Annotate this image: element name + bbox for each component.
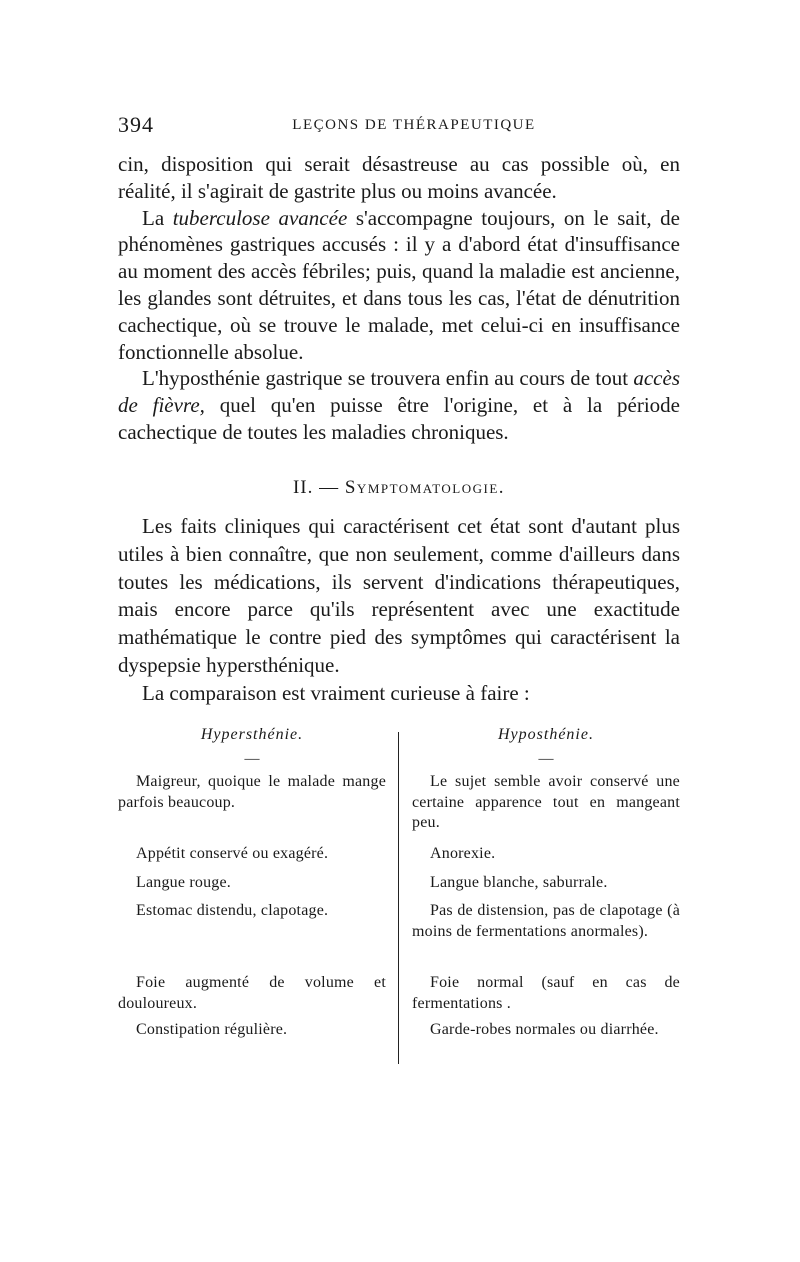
- body-text-bottom: [118, 513, 680, 708]
- column-header-left: Hypersthénie.: [200, 726, 304, 743]
- page-number: 394: [118, 112, 154, 137]
- table-cell-right: Langue blanche, saburrale.: [430, 874, 608, 891]
- column-divider: [398, 732, 399, 1064]
- column-dash-right: —: [538, 751, 554, 767]
- table-cell-left: Constipation régulière.: [136, 1021, 288, 1038]
- running-head: LEÇONS DE THÉRAPEUTIQUE: [292, 117, 536, 133]
- column-hyposthenie: [412, 724, 680, 1038]
- table-cell-left: Foie augmenté de volume et douloureux.: [118, 974, 386, 1012]
- paragraph-3-rest: quel qu'en puisse être l'origine, et à la période cachectique de toutes les maladies chroniques.: [118, 393, 680, 444]
- column-header-right: Hyposthénie.: [498, 726, 594, 743]
- comparison-table: [118, 724, 680, 1064]
- paragraph-3: [118, 365, 680, 445]
- table-cell-left: Maigreur, quoique le malade mange parfois beaucoup.: [118, 773, 386, 811]
- table-cell-right: Anorexie.: [430, 845, 496, 862]
- table-cell-right: Le sujet semble avoir conservé une certaine apparence tout en mangeant peu.: [412, 773, 680, 831]
- paragraph-1: cin, disposition qui serait désastreuse au cas possible où, en réalité, il s'agirait de gastrite plus ou moins avancée.: [118, 152, 680, 203]
- column-dash-left: —: [244, 751, 260, 767]
- section-number: II. —: [292, 477, 345, 498]
- body-text-top: [118, 151, 680, 446]
- section-heading: [118, 477, 680, 499]
- table-cell-right: Garde-robes normales ou diarrhée.: [430, 1021, 659, 1038]
- paragraph-2-rest: s'accompagne toujours, on le sait, de phénomènes gastriques accusés : il y a d'abord état d'insuffisance au moment des accès fébriles; puis, quand la maladie est ancienne, les glandes sont détruites, et dans tous les cas, l'état de dénutrition cachectique, où se trouve le malade, met celui-ci en insuffisance fonctionnelle absolue.: [118, 205, 680, 364]
- table-cell-left: Estomac distendu, clapotage.: [136, 902, 329, 919]
- paragraph-2-emphasis: tuberculose avancée: [172, 205, 348, 230]
- page-header: [118, 112, 680, 138]
- table-cell-left: Appétit conservé ou exagéré.: [136, 845, 329, 862]
- paragraph-2: [118, 205, 680, 366]
- paragraph-3-emphasis: accès de fièvre,: [118, 366, 680, 418]
- table-cell-left: Langue rouge.: [136, 874, 232, 891]
- paragraph-2-prefix: La: [142, 205, 173, 230]
- section-title: Symptomatologie.: [344, 477, 506, 498]
- paragraph-5: La comparaison est vraiment curieuse à faire :: [142, 680, 530, 705]
- column-hypersthenie: [118, 724, 386, 1038]
- paragraph-4: Les faits cliniques qui caractérisent cet état sont d'autant plus utiles à bien connaître, que non seulement, comme d'ailleurs dans toutes les médications, ils servent d'indications thérapeutiques, mais encore parce qu'ils représentent avec une exactitude mathématique le contre pied des symptômes qui caractérisent la dyspepsie hypersthénique.: [118, 514, 680, 677]
- table-cell-right: Foie normal (sauf en cas de fermentations .: [412, 974, 680, 1012]
- table-cell-right: Pas de distension, pas de clapotage (à moins de fermentations anormales).: [412, 902, 680, 940]
- paragraph-3-prefix: L'hyposthénie gastrique se trouvera enfin au cours de tout: [142, 366, 634, 391]
